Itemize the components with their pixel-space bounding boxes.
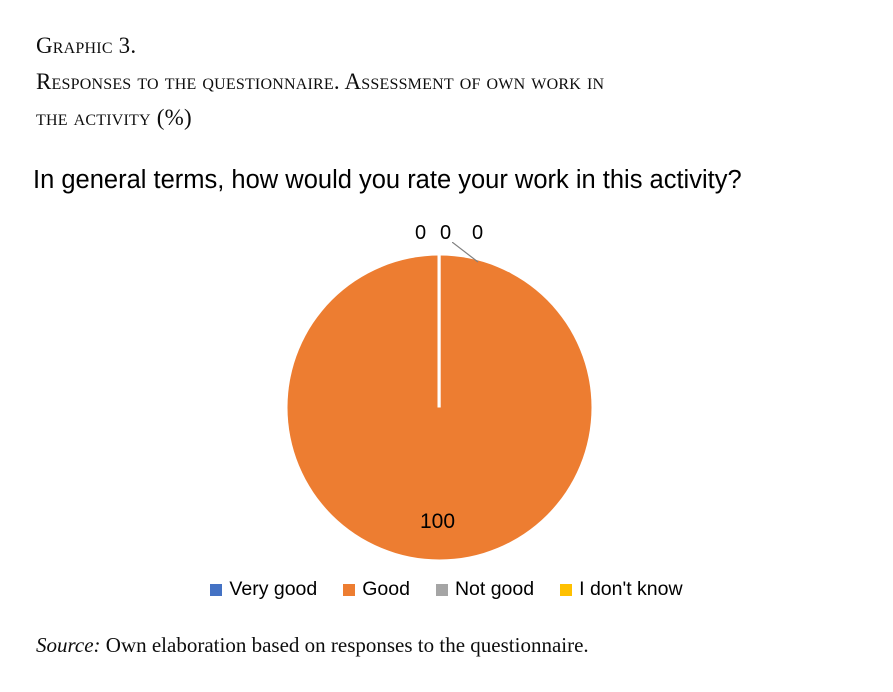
caption-line-3: the activity (%)	[36, 105, 192, 130]
legend-label-good: Good	[362, 578, 410, 600]
figure-caption	[36, 28, 856, 136]
legend-item-very-good[interactable]	[210, 578, 317, 601]
legend-item-good[interactable]	[343, 578, 410, 601]
data-label-very-good: 0	[415, 222, 427, 244]
chart-question-title: In general terms, how would you rate your work in this activity?	[33, 166, 742, 194]
caption-line-1: Graphic 3.	[36, 33, 137, 58]
legend-swatch-not-good	[436, 584, 448, 596]
legend-label-not-good: Not good	[454, 578, 535, 600]
source-label: Source:	[36, 633, 101, 657]
legend-swatch-good	[343, 584, 355, 596]
legend-label-i-dont-know: I don't know	[579, 578, 683, 600]
legend-label-very-good: Very good	[229, 578, 318, 600]
chart-legend	[0, 578, 893, 601]
legend-item-not-good[interactable]	[436, 578, 534, 601]
caption-line-2: Responses to the questionnaire. Assessment of own work in	[36, 69, 605, 94]
data-label-i-dont-know: 0	[472, 222, 484, 244]
data-label-leader-line	[452, 242, 482, 266]
source-text: Own elaboration based on responses to the questionnaire.	[100, 633, 589, 657]
source-note	[36, 633, 589, 658]
legend-swatch-very-good	[210, 584, 222, 596]
data-label-not-good: 0	[440, 222, 452, 244]
pie-chart-plot-area	[0, 222, 893, 582]
data-label-good: 100	[420, 510, 456, 533]
legend-swatch-i-dont-know	[560, 584, 572, 596]
legend-item-i-dont-know[interactable]	[560, 578, 682, 601]
pie-slice-zero-seam	[438, 256, 441, 408]
